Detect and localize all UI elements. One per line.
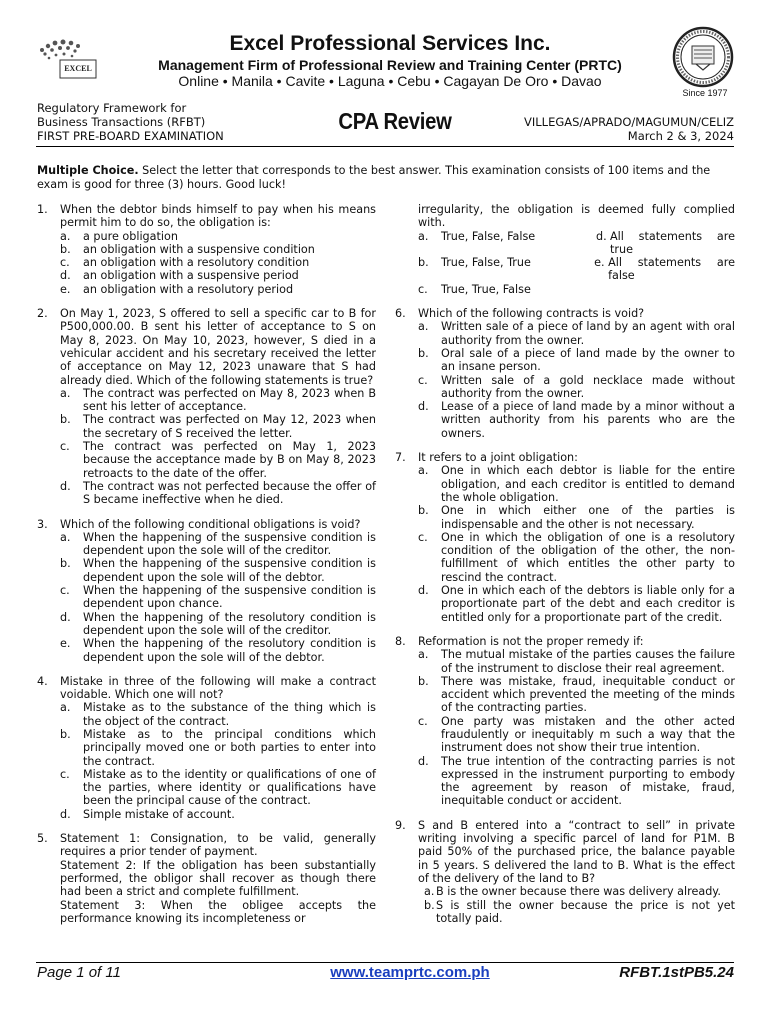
- option-text: The true intention of the contracting parries is not expressed in the instrument purporting to embody the agreement by reason of mistake, fraud, inequitable conduct or accident.: [441, 754, 735, 808]
- subject-line-1: Regulatory Framework for: [37, 101, 187, 115]
- header-rule: [36, 146, 734, 147]
- option-letter: c.: [418, 714, 428, 728]
- option-text: Lease of a piece of land made by a minor without a written authority from his parents who are the owners.: [441, 400, 735, 440]
- option-item: [60, 387, 376, 414]
- footer-rule: [36, 962, 734, 963]
- option-text: The mutual mistake of the parties causes the failure of the instrument to disclose their real agreement.: [441, 648, 735, 675]
- option-letter: c.: [60, 584, 70, 598]
- option-letter: b.: [60, 242, 71, 256]
- option-letter: b.: [60, 727, 71, 741]
- option-letter: e.: [60, 637, 71, 651]
- option-text: One in which the obligation of one is a resolutory condition of the obligation of the other, the non-fulfillment of which entitles the other party to rescind the contract.: [441, 530, 735, 584]
- instructions-bold: Multiple Choice.: [37, 164, 139, 177]
- option-letter: a.: [60, 229, 71, 243]
- option-text: Oral sale of a piece of land made by the owner to an insane person.: [441, 346, 735, 374]
- question-5-continued: [395, 203, 735, 296]
- option-letter: d.: [596, 229, 607, 243]
- option-item: [418, 320, 735, 347]
- option-item: [418, 648, 735, 675]
- option-item: [418, 400, 735, 440]
- question-stem: S and B entered into a “contract to sell” in private writing involving a specific parcel of land for P1M. B paid 50% of the purchased price, the balance payable in 5 years. S delivered the land to B. What is the effect of the delivery of the land to B?: [418, 818, 735, 885]
- option-item: [418, 464, 735, 504]
- statement-3: Statement 3: When the obligee accepts the performance knowing its incompleteness or: [60, 898, 376, 925]
- option-text: Mistake as to the substance of the thing which is the object of the contract.: [83, 701, 376, 728]
- question-number: 6.: [395, 307, 406, 321]
- option-item: [60, 440, 376, 480]
- question-stem: Reformation is not the proper remedy if:: [418, 634, 644, 648]
- option-text: All statements are true: [610, 229, 735, 256]
- statement-1: Statement 1: Consignation, to be valid, generally requires a prior tender of payment.: [60, 832, 376, 859]
- option-item: [418, 885, 735, 898]
- option-item: [60, 728, 376, 768]
- option-letter: a.: [418, 229, 429, 243]
- option-text: One in which each of the debtors is liable only for a proportionate part of the debt and each creditor is entitled only for a proportionate part of the credit.: [441, 584, 735, 624]
- option-item: [60, 808, 376, 821]
- question-number: 5.: [37, 832, 48, 846]
- instructions: [37, 164, 735, 192]
- option-text: True, True, False: [441, 282, 531, 296]
- option-letter: c.: [60, 767, 70, 781]
- question-1: [37, 203, 376, 296]
- option-letter: d.: [60, 610, 71, 624]
- option-text: When the happening of the resolutory condition is dependent upon the sole will of the creditor.: [83, 610, 376, 637]
- option-text: an obligation with a suspensive condition: [83, 242, 315, 256]
- option-text: an obligation with a suspensive period: [83, 269, 299, 283]
- option-item: [60, 584, 376, 611]
- option-letter: b.: [418, 346, 429, 360]
- option-letter: c.: [418, 282, 428, 296]
- company-locations: Online • Manila • Cavite • Laguna • Cebu • Cagayan De Oro • Davao: [178, 73, 602, 89]
- option-grid: [418, 230, 735, 296]
- exam-code: RFBT.1stPB5.24: [619, 964, 734, 981]
- option-letter: b.: [60, 557, 71, 571]
- option-item: [60, 256, 376, 269]
- option-text: a pure obligation: [83, 229, 178, 243]
- option-item: [60, 413, 376, 440]
- question-3: [37, 518, 376, 664]
- option-letter: b.: [424, 898, 435, 912]
- option-text: One in which each debtor is liable for the entire obligation, and each creditor is entitled to demand the whole obligation.: [441, 464, 735, 504]
- question-4: [37, 675, 376, 821]
- question-number: 1.: [37, 203, 48, 216]
- company-logo-left: [36, 38, 98, 80]
- option-letter: a.: [418, 648, 429, 662]
- question-7: [395, 451, 735, 624]
- prtc-seal-logo: [672, 26, 734, 88]
- option-letter: a.: [418, 320, 429, 334]
- option-letter: a.: [424, 885, 435, 899]
- question-number: 4.: [37, 674, 48, 688]
- question-2: [37, 307, 376, 506]
- exam-name: FIRST PRE-BOARD EXAMINATION: [37, 129, 224, 143]
- exam-subject-block: [37, 101, 297, 143]
- question-6: [395, 307, 735, 440]
- option-letter: d.: [418, 400, 429, 414]
- option-letter: d.: [418, 584, 429, 598]
- option-item: [60, 768, 376, 808]
- question-5: [37, 832, 376, 925]
- option-item: [60, 531, 376, 558]
- option-text: When the happening of the suspensive condition is dependent upon the sole will of the creditor.: [83, 530, 376, 558]
- option-letter: d.: [418, 754, 429, 768]
- option-text: True, False, False: [441, 229, 536, 243]
- option-text: Written sale of a gold necklace made without authority from the owner.: [441, 373, 735, 400]
- option-text: All statements are false: [608, 256, 735, 283]
- cpa-review-banner: CPA Review: [338, 108, 452, 134]
- option-list: [418, 464, 735, 624]
- option-letter: a.: [60, 701, 71, 715]
- option-item: [418, 531, 735, 584]
- subject-line-2: Business Transactions (RFBT): [37, 115, 206, 129]
- company-name: Excel Professional Services Inc.: [229, 32, 551, 55]
- page-number: Page 1 of 11: [37, 964, 121, 981]
- question-stem: Mistake in three of the following will make a contract voidable. Which one will not?: [60, 674, 376, 702]
- option-letter: c.: [418, 373, 428, 387]
- option-letter: d.: [60, 269, 71, 283]
- option-list: [418, 885, 735, 925]
- left-column: [37, 203, 376, 936]
- option-item: [60, 283, 376, 296]
- option-text: True, False, True: [441, 256, 531, 270]
- question-stem: Which of the following conditional obligations is void?: [60, 517, 361, 531]
- option-text: Written sale of a piece of land by an agent with oral authority from the owner.: [441, 320, 735, 347]
- question-9: [395, 819, 735, 925]
- option-item: [418, 347, 735, 374]
- option-list: [60, 230, 376, 296]
- option-letter: c.: [60, 440, 70, 454]
- statement-2: Statement 2: If the obligation has been substantially performed, the obligor shall recover as though there had been a strict and complete fulfillment.: [60, 858, 376, 899]
- option-item: [418, 899, 735, 926]
- statement-3-continued: irregularity, the obligation is deemed fully complied with.: [418, 203, 735, 230]
- option-list: [418, 320, 735, 440]
- option-letter: c.: [418, 530, 428, 544]
- option-letter: b.: [418, 256, 429, 270]
- option-item: [60, 269, 376, 282]
- left-logo-text: EXCEL: [64, 64, 92, 73]
- option-item: [418, 755, 735, 808]
- exam-date: March 2 & 3, 2024: [627, 129, 734, 143]
- option-text: an obligation with a resolutory period: [83, 282, 294, 296]
- option-text: The contract was perfected on May 1, 2023 because the acceptance made by B on May 8, 2023 retroacts to the date of the offer.: [83, 440, 376, 480]
- option-text: Simple mistake of account.: [83, 807, 235, 821]
- option-letter: b.: [418, 674, 429, 688]
- instructions-text: Select the letter that corresponds to the best answer. This examination consists of 100 items and the exam is good for three (3) hours. Good luck!: [37, 164, 711, 191]
- option-text: When the happening of the resolutory condition is dependent upon the sole will of the debtor.: [83, 637, 376, 664]
- question-stem: On May 1, 2023, S offered to sell a specific car to B for P500,000.00. B sent his letter of acceptance to S on May 8, 2023. On May 10, 2023, however, S died in a vehicular accident and his secretary received the letter of acceptance on May 12, 2023 unaware that S had already died. Which of the following statements is true?: [60, 307, 376, 387]
- question-number: 9.: [395, 818, 406, 832]
- option-letter: e.: [594, 256, 605, 270]
- exam-authors: VILLEGAS/APRADO/MAGUMUN/CELIZ: [524, 115, 734, 129]
- question-8: [395, 635, 735, 808]
- option-text: Mistake as to the identity or qualifications of one of the parties, where identity or qualifications have been the principal cause of the contract.: [83, 767, 376, 808]
- option-text: Mistake as to the principal conditions which principally moved one or both parties to enter into the contract.: [83, 727, 376, 768]
- option-item: [60, 243, 376, 256]
- option-letter: a.: [60, 530, 71, 544]
- since-label: Since 1977: [682, 88, 728, 98]
- option-text: One in which either one of the parties is indispensable and the other is not necessary.: [441, 504, 735, 531]
- exam-meta-block: [476, 115, 734, 143]
- question-number: 8.: [395, 634, 406, 648]
- option-text: The contract was not perfected because the offer of S became ineffective when he died.: [83, 479, 376, 507]
- option-letter: c.: [60, 256, 70, 270]
- option-item: [418, 374, 735, 401]
- option-row: [418, 230, 735, 257]
- option-item: [60, 557, 376, 584]
- option-text: The contract was perfected on May 12, 2023 when the secretary of S received the letter.: [83, 413, 376, 440]
- option-item: [60, 701, 376, 728]
- option-item: [418, 504, 735, 531]
- option-text: When the happening of the suspensive condition is dependent upon the sole will of the debtor.: [83, 557, 376, 584]
- question-stem: It refers to a joint obligation:: [418, 451, 578, 465]
- option-text: When the happening of the suspensive condition is dependent upon chance.: [83, 584, 376, 611]
- right-column: [395, 203, 735, 936]
- option-item: [60, 611, 376, 638]
- option-list: [60, 387, 376, 507]
- option-letter: a.: [418, 464, 429, 478]
- option-letter: b.: [418, 504, 429, 518]
- question-number: 7.: [395, 451, 406, 465]
- option-text: There was mistake, fraud, inequitable conduct or accident which prevented the meeting of the minds of the contracting parties.: [441, 674, 735, 715]
- option-item: [60, 230, 376, 243]
- question-stem: Which of the following contracts is void?: [418, 307, 645, 321]
- company-subtitle: Management Firm of Professional Review and Training Center (PRTC): [158, 57, 622, 73]
- question-number: 3.: [37, 517, 48, 531]
- option-item: [418, 675, 735, 715]
- website-link[interactable]: www.teamprtc.com.ph: [330, 964, 490, 981]
- option-item: [418, 584, 735, 624]
- option-row: [418, 283, 735, 296]
- option-letter: b.: [60, 413, 71, 427]
- option-text: B is the owner because there was delivery already.: [436, 885, 721, 899]
- option-text: an obligation with a resolutory condition: [83, 256, 310, 270]
- option-list: [60, 531, 376, 664]
- option-item: [418, 715, 735, 755]
- option-item: [60, 637, 376, 664]
- option-text: The contract was perfected on May 8, 2023 when B sent his letter of acceptance.: [83, 386, 376, 414]
- option-letter: d.: [60, 807, 71, 821]
- option-list: [60, 701, 376, 821]
- option-row: [418, 256, 735, 283]
- option-text: One party was mistaken and the other acted fraudulently or inequitably m such a way that the instrument does not show their true intention.: [441, 714, 735, 755]
- option-list: [418, 648, 735, 808]
- option-text: S is still the owner because the price is not yet totally paid.: [436, 898, 735, 925]
- question-stem: When the debtor binds himself to pay when his means permit him to do so, the obligation is:: [60, 203, 376, 230]
- question-number: 2.: [37, 307, 48, 321]
- option-letter: a.: [60, 386, 71, 400]
- option-letter: e.: [60, 282, 71, 296]
- option-item: [60, 480, 376, 507]
- option-letter: d.: [60, 479, 71, 493]
